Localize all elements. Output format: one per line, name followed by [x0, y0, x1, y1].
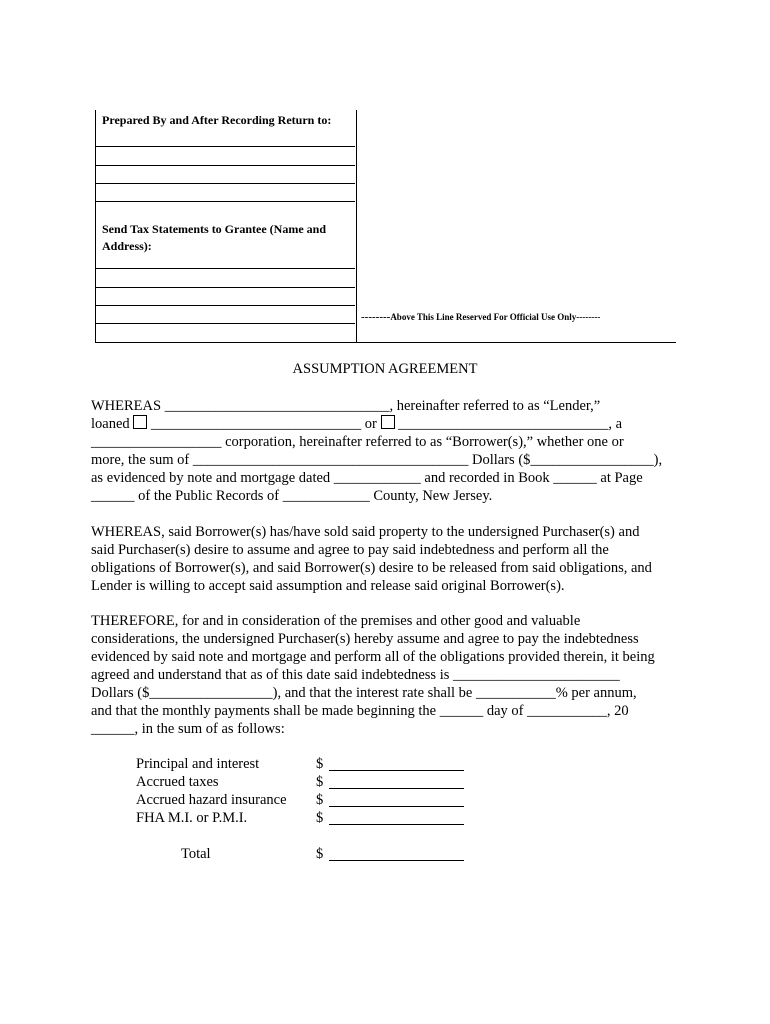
total-label: Total	[181, 846, 211, 862]
accrued-taxes-label: Accrued taxes	[136, 774, 219, 790]
document-title: ASSUMPTION AGREEMENT	[292, 361, 478, 377]
prepared-by-label: Prepared By and After Recording Return to:	[102, 113, 332, 127]
whereas1-line-3: __________________ corporation, hereinafter referred to as “Borrower(s),” whether one or	[91, 434, 624, 450]
return-to-line-1[interactable]	[95, 146, 355, 147]
whereas1-line-6: ______ of the Public Records of ____________ County, New Jersey.	[91, 488, 493, 504]
therefore-line-7: ______, in the sum of as follows:	[91, 721, 285, 737]
grantee-line-1[interactable]	[95, 268, 355, 269]
return-to-line-4[interactable]	[95, 201, 355, 202]
grantee-line-2[interactable]	[95, 287, 355, 288]
send-tax-label: Send Tax Statements to Grantee (Name and Address):	[102, 222, 326, 253]
accrued-taxes-dollar: $	[316, 774, 324, 790]
hazard-insurance-label: Accrued hazard insurance	[136, 792, 287, 808]
therefore-line-3: evidenced by said note and mortgage and perform all of the obligations provided therein, it being	[91, 649, 655, 665]
principal-interest-field[interactable]	[329, 770, 464, 771]
whereas1-line-4: more, the sum of ______________________________________ Dollars ($_________________),	[91, 452, 663, 468]
official-dashes: --------	[361, 311, 391, 323]
hazard-insurance-dollar: $	[316, 792, 324, 808]
whereas2-line-4: Lender is willing to accept said assumption and release said original Borrower(s).	[91, 578, 565, 594]
therefore-line-6: and that the monthly payments shall be made beginning the ______ day of ___________, 20	[91, 703, 629, 719]
principal-interest-label: Principal and interest	[136, 756, 260, 772]
whereas2-line-2: said Purchaser(s) desire to assume and agree to pay said indebtedness and perform all the	[91, 542, 609, 558]
principal-interest-dollar: $	[316, 756, 324, 772]
official-use-notice	[361, 311, 600, 323]
fha-mi-field[interactable]	[329, 824, 464, 825]
therefore-line-5: Dollars ($_________________), and that the interest rate shall be ___________% per annum,	[91, 685, 637, 701]
hazard-insurance-field[interactable]	[329, 806, 464, 807]
borrower-type-checkbox-2[interactable]	[381, 415, 395, 429]
whereas1-line-2	[91, 415, 622, 433]
official-use-rule	[95, 342, 676, 343]
fha-mi-dollar: $	[316, 810, 324, 826]
therefore-line-4: agreed and understand that as of this date said indebtedness is _______________________	[91, 667, 620, 683]
total-field[interactable]	[329, 860, 464, 861]
return-to-line-3[interactable]	[95, 183, 355, 184]
total-dollar: $	[316, 846, 324, 862]
whereas1-line-1: WHEREAS _______________________________, hereinafter referred to as “Lender,”	[91, 398, 601, 414]
whereas2-line-3: obligations of Borrower(s), and said Borrower(s) desire to be released from said obligations, and	[91, 560, 652, 576]
therefore-line-2: considerations, the undersigned Purchaser(s) hereby assume and agree to pay the indebtedness	[91, 631, 639, 647]
accrued-taxes-field[interactable]	[329, 788, 464, 789]
borrower-name-field-2: _____________________________, a	[394, 416, 623, 432]
return-to-line-2[interactable]	[95, 165, 355, 166]
therefore-line-1: THEREFORE, for and in consideration of the premises and other good and valuable	[91, 613, 581, 629]
borrower-name-field-1: _____________________________ or	[147, 416, 381, 432]
loaned-label: loaned	[91, 416, 134, 432]
grantee-line-3[interactable]	[95, 305, 355, 306]
fha-mi-label: FHA M.I. or P.M.I.	[136, 810, 248, 826]
whereas1-line-5: as evidenced by note and mortgage dated ____________ and recorded in Book ______ at Page	[91, 470, 643, 486]
grantee-line-4[interactable]	[95, 323, 355, 324]
borrower-type-checkbox-1[interactable]	[133, 415, 147, 429]
whereas2-line-1: WHEREAS, said Borrower(s) has/have sold said property to the undersigned Purchaser(s) and	[91, 524, 640, 540]
official-use-text: Above This Line Reserved For Official Use Only--------	[390, 312, 601, 322]
